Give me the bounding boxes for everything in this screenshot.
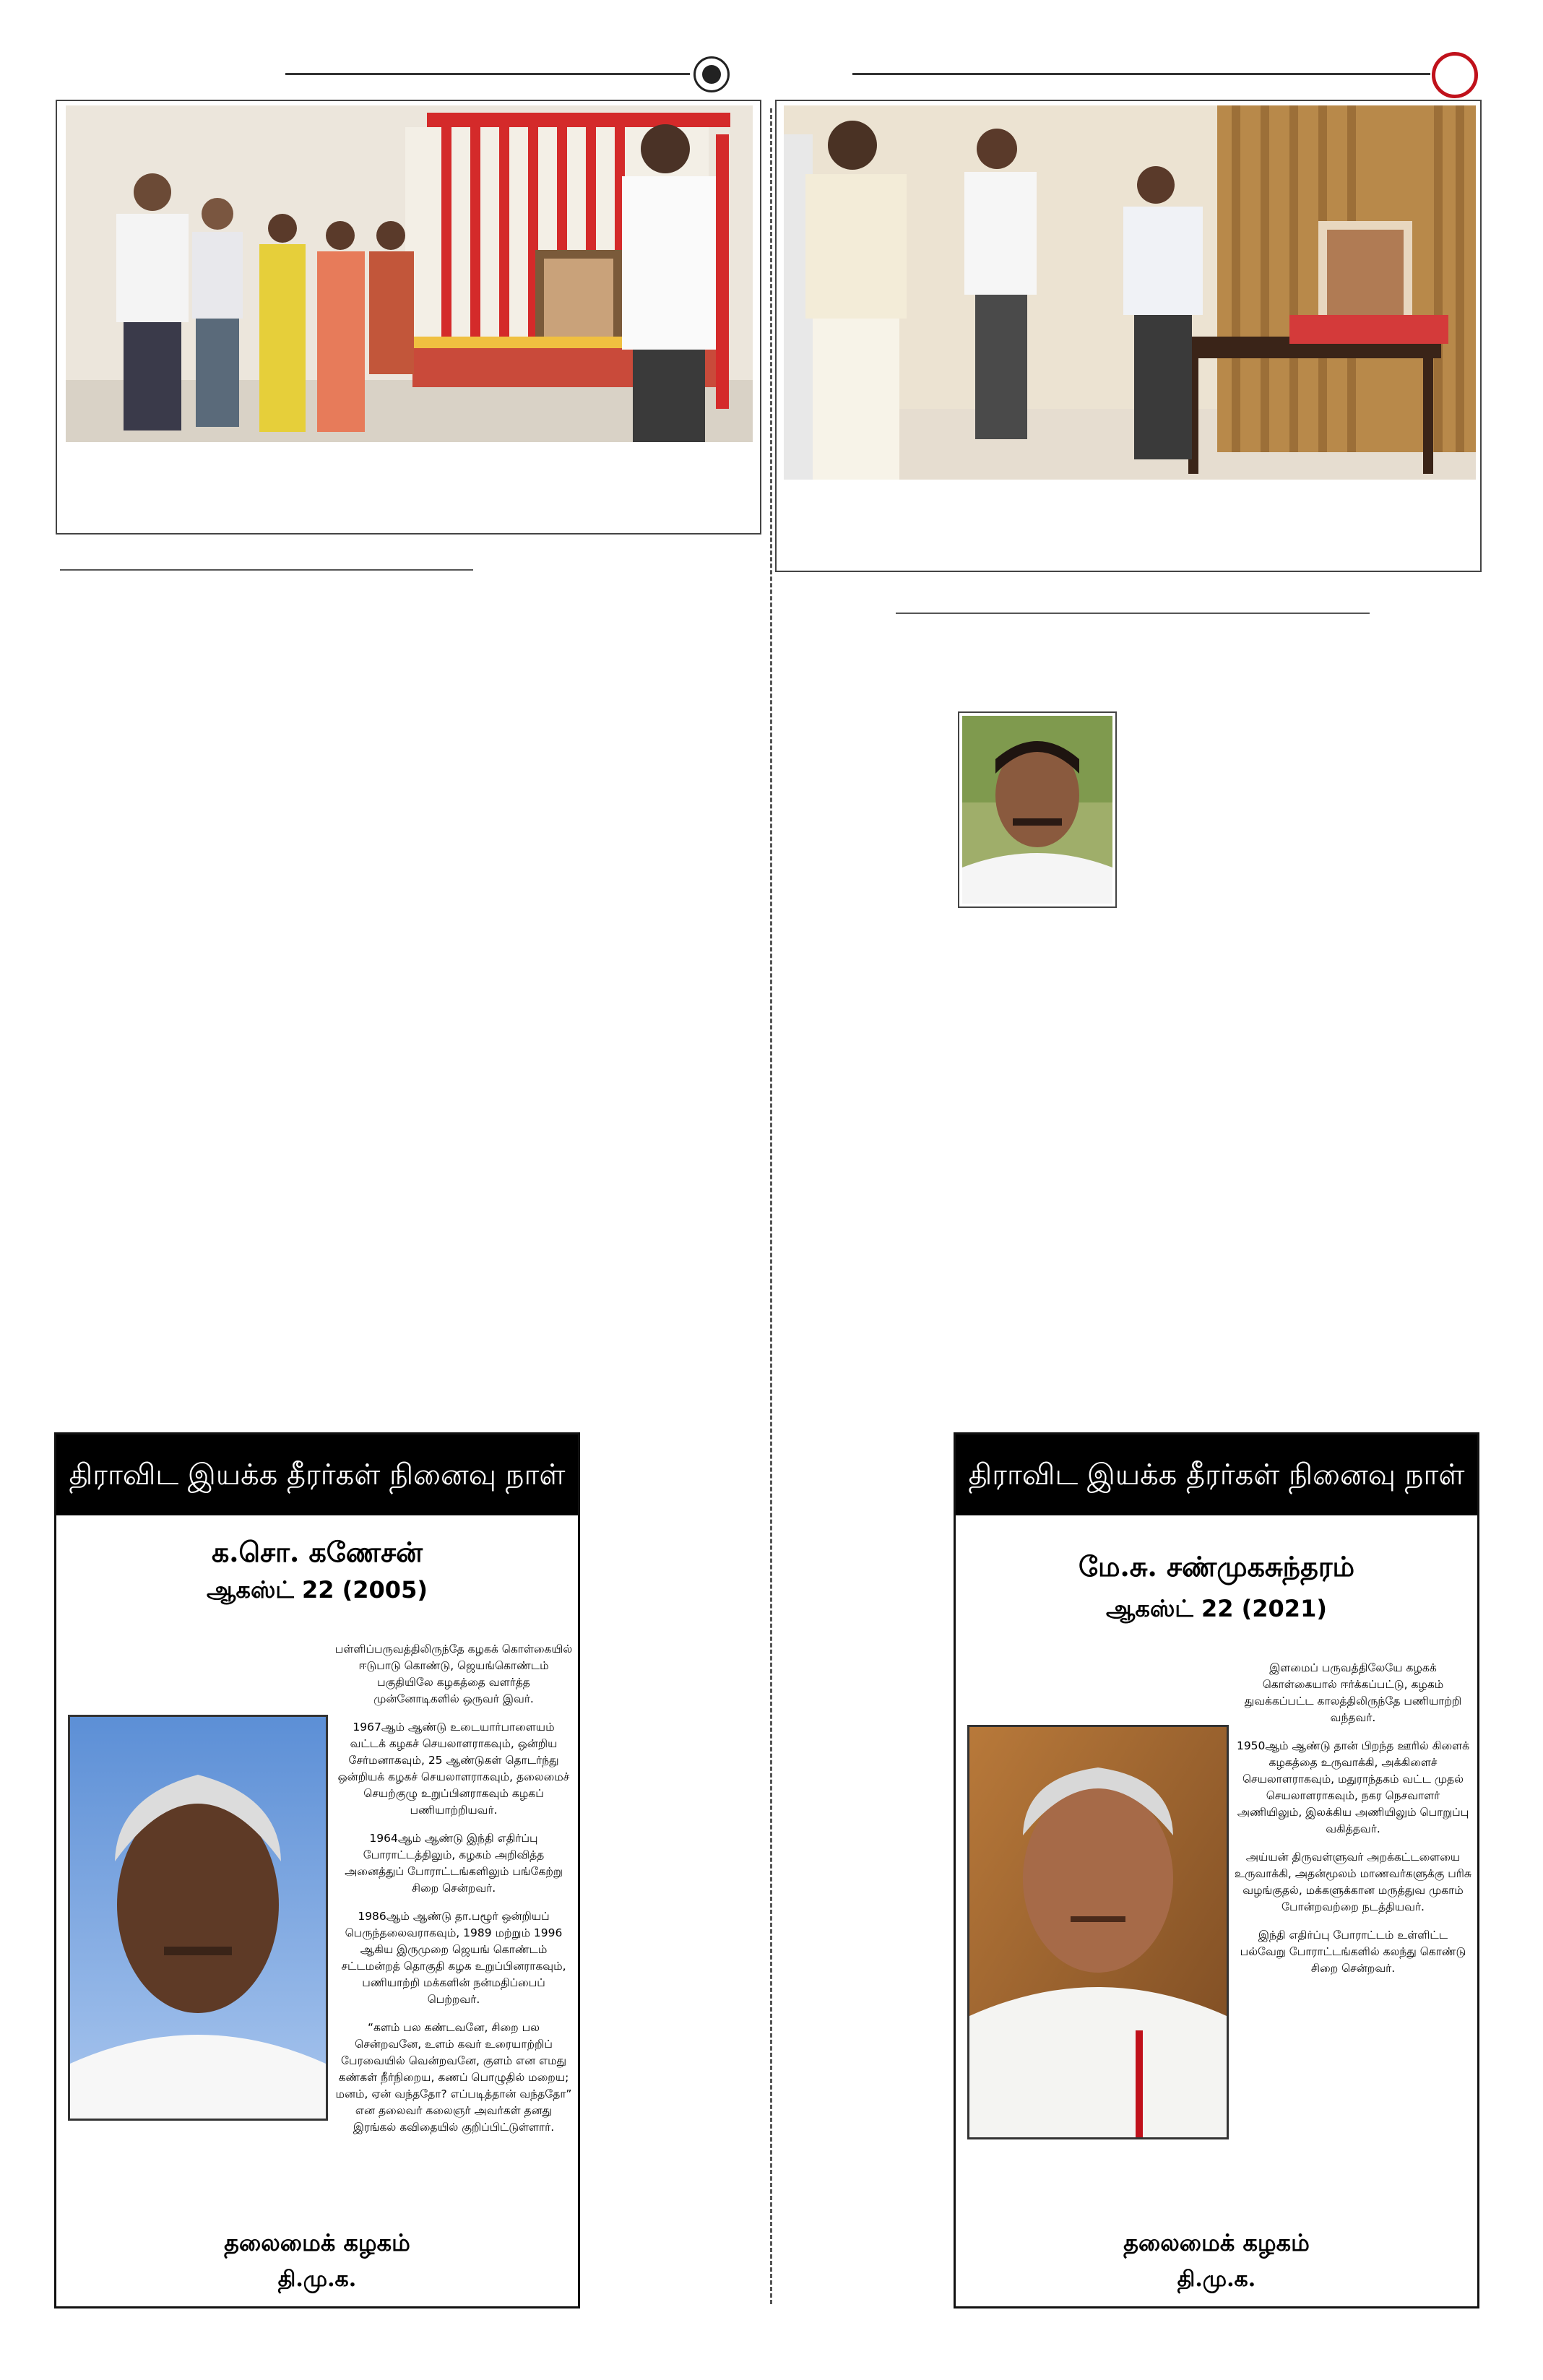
tribute-photo-right bbox=[784, 105, 1476, 480]
bio-paragraph: 1964ஆம் ஆண்டு இந்தி எதிர்ப்பு போராட்டத்திலும், கழகம் அறிவித்த அனைத்துப் போராட்டங்களிலும் பங்கேற்று சிறை சென்றவர். bbox=[345, 1832, 563, 1895]
bio-paragraph: 1986ஆம் ஆண்டு தா.பழூர் ஒன்றியப் பெருந்தலைவராகவும், 1989 மற்றும் 1996 ஆகிய இருமுறை ஜெயங் கொண்டம் சட்டமன்றத் தொகுதி கழக உறுப்பினராகவும், பணியாற்றி மக்களின் நன்மதிப்பைப் பெற்றவர். bbox=[341, 1910, 566, 2006]
card-date: ஆகஸ்ட் 22 (2021) bbox=[1106, 1595, 1327, 1622]
card-footer-party: தி.மு.க. bbox=[277, 2267, 357, 2292]
small-portrait-frame bbox=[958, 711, 1117, 908]
photo-frame-left bbox=[56, 100, 761, 535]
card-name: மே.சு. சண்முகசுந்தரம் bbox=[1078, 1550, 1355, 1583]
card-name: க.சொ. கணேசன் bbox=[212, 1536, 423, 1568]
small-portrait-photo bbox=[962, 716, 1112, 904]
card-footer-org: தலைமைக் கழகம் bbox=[1123, 2229, 1310, 2256]
right-section-rule bbox=[896, 613, 1370, 614]
card-date: ஆகஸ்ட் 22 (2005) bbox=[207, 1576, 428, 1604]
left-section-rule bbox=[60, 569, 473, 571]
memorial-portrait bbox=[967, 1725, 1229, 2139]
bio-paragraph: “களம் பல கண்டவனே, சிறை பல சென்றவனே, உளம் கவர் உரையாற்றிப் பேரவையில் வென்றவனே, குளம் என எமது கண்கள் நீர்நிறைய, கணப் பொழுதில் மறைய; மனம், ஏன் வந்ததோ? எப்படித்தான் வந்ததோ” என தலைவர் கலைஞர் அவர்கள் தனது இரங்கல் கவிதையில் குறிப்பிட்டுள்ளார். bbox=[335, 2021, 572, 2134]
bio-paragraph: 1950ஆம் ஆண்டு தான் பிறந்த ஊரில் கிளைக் கழகத்தை உருவாக்கி, அக்கிளைச் செயலாளராகவும், மதுராந்தகம் வட்ட முதல் செயலாளராகவும், நகர நெசவாளர் அணியிலும், இலக்கிய அணியிலும் பொறுப்பு வகித்தவர். bbox=[1236, 1739, 1470, 1835]
photo-frame-right bbox=[775, 100, 1482, 572]
tribute-photo-left bbox=[66, 105, 753, 442]
bio-paragraph: இந்தி எதிர்ப்பு போராட்டம் உள்ளிட்ட பல்வேறு போராட்டங்களில் கலந்து கொண்டு சிறை சென்றவர். bbox=[1240, 1929, 1466, 1975]
card-footer-org: தலைமைக் கழகம் bbox=[224, 2229, 410, 2256]
emblem-icon bbox=[693, 56, 730, 92]
bio-paragraph: அய்யன் திருவள்ளுவர் அறக்கட்டளையை உருவாக்கி, அதன்மூலம் மாணவர்களுக்கு பரிசு வழங்குதல், மக்களுக்கான மருத்துவ முகாம் போன்றவற்றை நடத்தியவர். bbox=[1234, 1851, 1472, 1913]
header-rule-left bbox=[285, 73, 690, 75]
memorial-card-ganesan bbox=[54, 1432, 580, 2308]
card-bio bbox=[1234, 1660, 1472, 1989]
card-bio bbox=[334, 1641, 573, 2147]
header-rule-right bbox=[852, 73, 1430, 75]
column-divider bbox=[770, 108, 772, 2304]
card-header: திராவிட இயக்க தீரர்கள் நினைவு நாள் bbox=[56, 1435, 578, 1515]
bio-paragraph: பள்ளிப்பருவத்திலிருந்தே கழகக் கொள்கையில் ஈடுபாடு கொண்டு, ஜெயங்கொண்டம் பகுதியிலே கழகத்தை வளர்த்த முன்னோடிகளில் ஒருவர் இவர். bbox=[334, 1643, 573, 1705]
bio-paragraph: 1967ஆம் ஆண்டு உடையார்பாளையம் வட்டக் கழகச் செயலாளராகவும், ஒன்றிய சேர்மனாகவும், 25 ஆண்டுகள் தொடர்ந்து ஒன்றியக் கழகச் செயலாளராகவும், தலைமைச் செயற்குழு உறுப்பினராகவும் கழகப் பணியாற்றியவர். bbox=[337, 1721, 570, 1817]
card-footer-party: தி.மு.க. bbox=[1177, 2267, 1256, 2292]
bio-paragraph: இளமைப் பருவத்திலேயே கழகக் கொள்கையால் ஈர்க்கப்பட்டு, கழகம் துவக்கப்பட்ட காலத்திலிருந்தே பணியாற்றி வந்தவர். bbox=[1244, 1661, 1462, 1724]
memorial-portrait bbox=[68, 1715, 328, 2121]
red-ring-logo-icon bbox=[1432, 52, 1478, 98]
memorial-card-shanmugasundaram bbox=[954, 1432, 1479, 2308]
card-header: திராவிட இயக்க தீரர்கள் நினைவு நாள் bbox=[956, 1435, 1477, 1515]
